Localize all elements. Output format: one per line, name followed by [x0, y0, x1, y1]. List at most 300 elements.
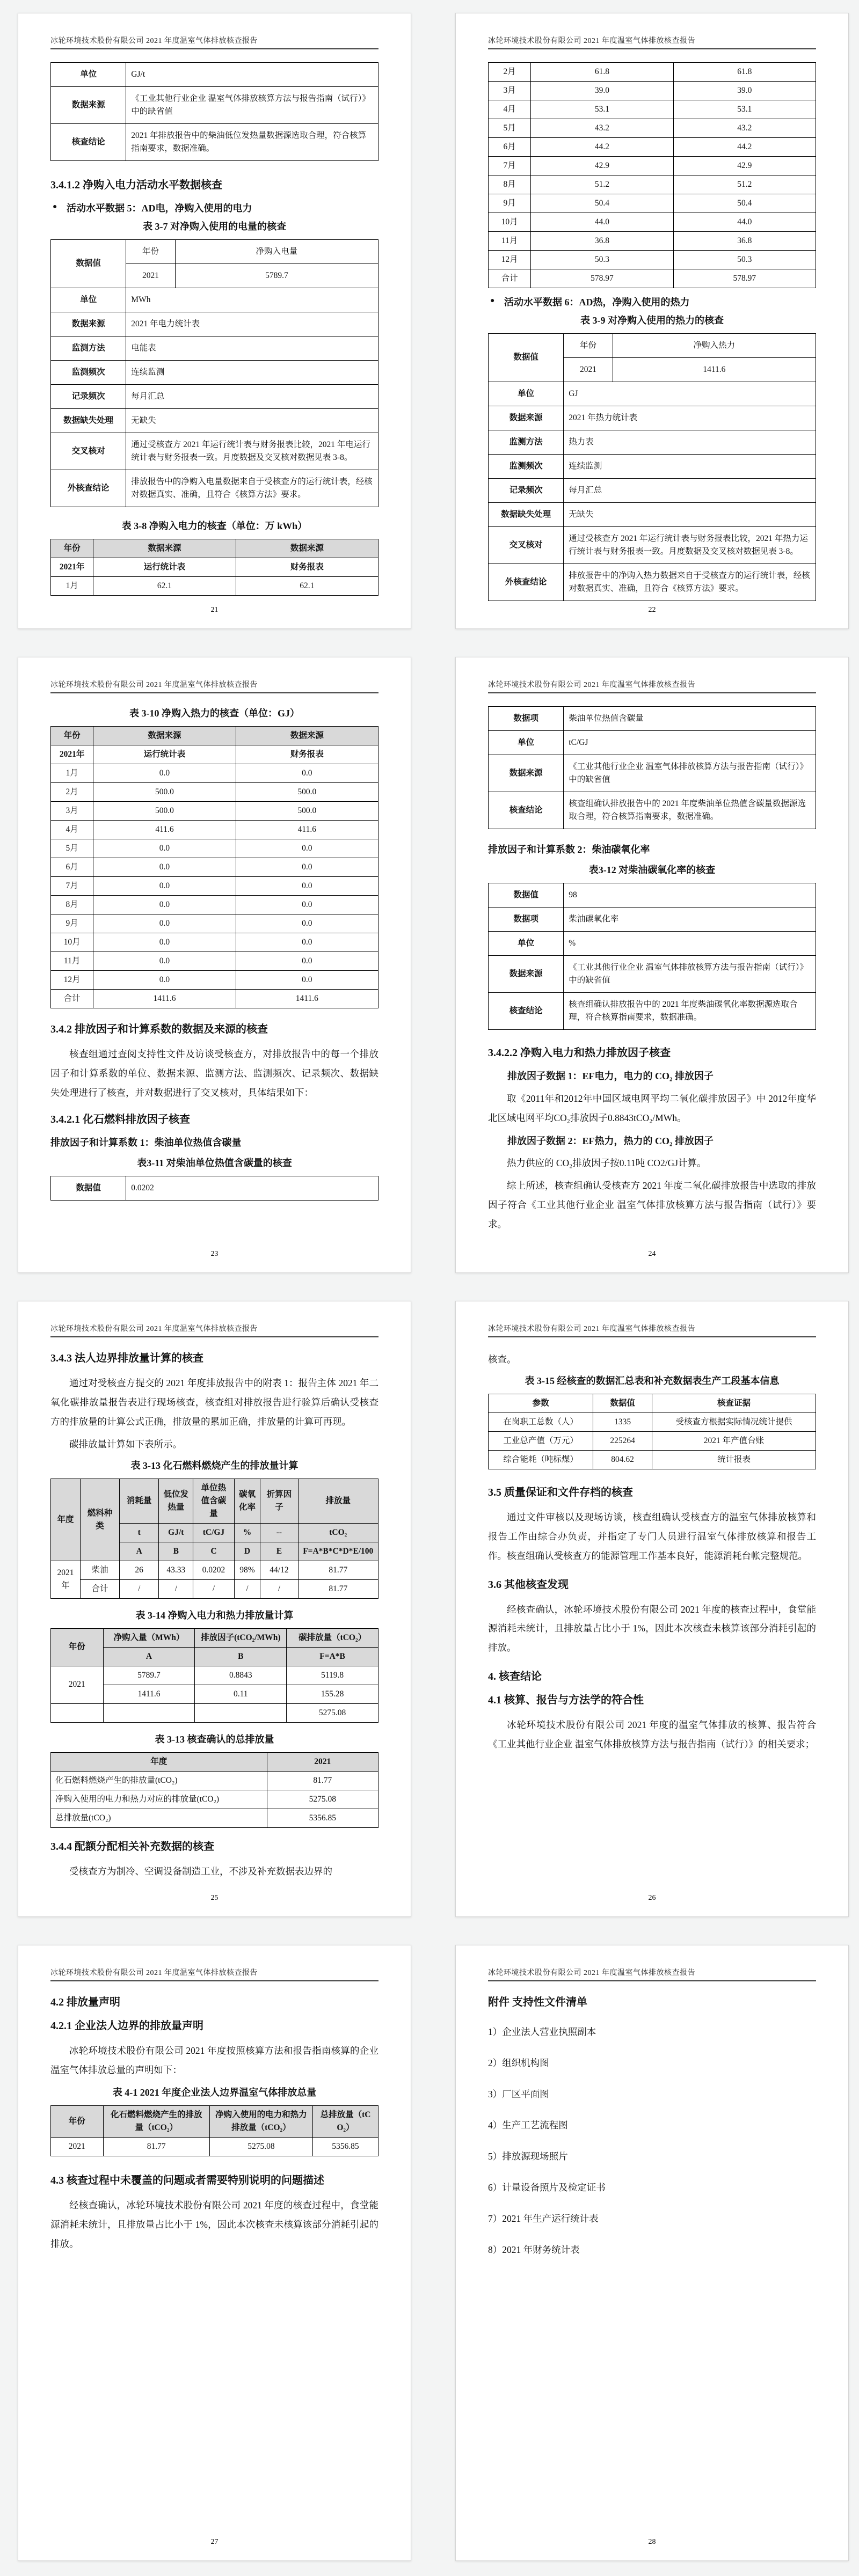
table-cell: 51.2 [673, 175, 816, 194]
table-cell: 81.77 [103, 2137, 209, 2156]
table-cell: 0.0 [93, 933, 236, 952]
table-cell: 81.77 [267, 1771, 378, 1790]
table-cell: 2021 年排放报告中的柴油低位发热量数据源选取合理，符合核算指南要求，数据准确。 [126, 124, 378, 161]
table-cell: 0.0 [93, 896, 236, 914]
table-cell: 7月 [489, 157, 531, 175]
table-cell: 数据缺失处理 [489, 503, 564, 527]
section-heading: 3.4.2 排放因子和计算系数的数据及来源的核查 [50, 1023, 268, 1036]
table-3-14 [50, 1628, 378, 1723]
body-paragraph: 受核查方为制冷、空调设备制造工业，不涉及补充数据表边界的 [69, 1865, 332, 1877]
table-cell: 数据缺失处理 [51, 408, 126, 433]
table-cell: 核查结论 [489, 992, 564, 1029]
table-cell: 1411.6 [103, 1685, 195, 1703]
table-cell: 2021年 [51, 745, 93, 764]
list-item: 8）2021 年财务统计表 [488, 2244, 580, 2255]
table-cell: 单位 [51, 63, 126, 87]
table-cell: 核查组确认排放报告中的 2021 年度柴油单位热值含碳量数据源选取合理，符合核算指南要求，数据准确。 [564, 792, 816, 829]
table-3-13-fossil [50, 1479, 378, 1599]
table-cell: 电能表 [126, 336, 378, 360]
table-cell: 化石燃料燃烧产生的排放量（tCO₂） [103, 2105, 209, 2137]
table-cell: 12月 [489, 251, 531, 269]
table-cell: 单位 [489, 731, 564, 755]
table-cell: 44.2 [673, 138, 816, 157]
table-cell: 数据值 [51, 239, 126, 288]
table-cell: 11月 [489, 232, 531, 251]
table-cell: A [103, 1647, 195, 1666]
table-cell: 运行统计表 [93, 558, 236, 577]
table-cell: F=A*B [287, 1647, 378, 1666]
table-cell: / [234, 1579, 260, 1598]
table-cell: 监测方法 [51, 336, 126, 360]
table-cell: 监测频次 [489, 455, 564, 479]
table-cell: 连续监测 [564, 455, 816, 479]
table-cell: 财务报表 [236, 745, 378, 764]
table-cell: % [234, 1523, 260, 1542]
table-cell: / [193, 1579, 234, 1598]
list-item: 1）企业法人营业执照副本 [488, 2026, 596, 2037]
bullet-line [50, 201, 378, 216]
bullet-text: 活动水平数据 6：AD热，净购入使用的热力 [504, 297, 690, 308]
page-header: 冰轮环境技术股份有限公司 2021 年度温室气体排放核查报告 [50, 1323, 378, 1337]
table-cell: 年度 [51, 1479, 81, 1561]
table-cell: 500.0 [236, 802, 378, 821]
list-item: 3）厂区平面图 [488, 2089, 549, 2099]
table-cell: -- [260, 1523, 298, 1542]
table-cell: 净购入热力 [613, 333, 816, 357]
bold-lead-line: 排放因子数据 1：EF电力，电力的 CO₂ 排放因子 [507, 1071, 714, 1081]
table-cell: 11月 [51, 952, 93, 971]
table-cell: 0.0 [93, 764, 236, 783]
table-cell: tC/GJ [564, 731, 816, 755]
table-cell: 外核查结论 [489, 564, 564, 601]
page-header: 冰轮环境技术股份有限公司 2021 年度温室气体排放核查报告 [50, 1967, 378, 1981]
table-cell: 0.11 [195, 1685, 287, 1703]
table-cell: 0.0 [236, 933, 378, 952]
list-item: 6）计量设备照片及检定证书 [488, 2182, 606, 2193]
table-cell: 6月 [489, 138, 531, 157]
table-caption: 表 3-7 对净购入使用的电量的核查 [143, 221, 286, 232]
list-item: 5）排放源现场照片 [488, 2151, 568, 2162]
table-cell: 单位热值含碳量 [193, 1479, 234, 1523]
table-cell: 2021 年电力统计表 [126, 312, 378, 336]
table-cell: 单位 [489, 931, 564, 955]
table-3-10 [50, 726, 378, 1008]
table-3-9 [488, 333, 816, 601]
table-cell: 净购入使用的电力和热力对应的排放量(tCO₂) [51, 1790, 267, 1809]
body-paragraph: 通过文件审核以及现场访谈，核查组确认受核查方的温室气体排放核算和报告工作由综合办负责，并指定了专门人员进行温室气体排放核算和报告工作。核查组确认受核查方的能源管理工作基本良好，能源消耗台帐完整规范。 [488, 1511, 816, 1561]
table-cell: tCO₂ [298, 1523, 378, 1542]
section-heading: 4.2.1 企业法人边界的排放量声明 [50, 2020, 203, 2032]
table-cell: B [195, 1647, 287, 1666]
section-heading: 附件 支持性文件清单 [488, 1996, 587, 2008]
table-cell: 5356.85 [312, 2137, 378, 2156]
table-cell: 5356.85 [267, 1809, 378, 1827]
table-cell: % [564, 931, 816, 955]
table-cell: 4月 [51, 821, 93, 839]
table-cell: 0.0 [236, 896, 378, 914]
table-cell: 监测频次 [51, 360, 126, 384]
table-cell: 7月 [51, 877, 93, 896]
table-cell: 1411.6 [613, 358, 816, 382]
table-cell: 净购入量（MWh） [103, 1628, 195, 1647]
table-cell: 0.0 [93, 914, 236, 933]
table-cell: GJ/t [126, 63, 378, 87]
table-cell: 数据值 [593, 1394, 652, 1413]
table-cell: 2021 [51, 1666, 104, 1703]
table-cell: 监测方法 [489, 430, 564, 455]
table-cell: 年度 [51, 1752, 267, 1771]
table-cell: 81.77 [298, 1561, 378, 1579]
table-cell: 98 [564, 883, 816, 907]
table-cell: 411.6 [236, 821, 378, 839]
table-cell: t [120, 1523, 159, 1542]
table-cell: 净购入电量 [175, 239, 378, 264]
table-cell: 9月 [489, 194, 531, 213]
table-cell: 消耗量 [120, 1479, 159, 1523]
table-cell: 排放报告中的净购入电量数据来自于受核查方的运行统计表，经核对数据真实、准确，且符合《核算方法》要求。 [126, 470, 378, 507]
section-heading: 3.4.1.2 净购入电力活动水平数据核查 [50, 179, 222, 192]
table-cell: 年份 [51, 1628, 104, 1666]
report-page [18, 657, 411, 1273]
table-cell: 《工业其他行业企业 温室气体排放核算方法与报告指南（试行）》中的缺省值 [564, 755, 816, 792]
table-cell: 财务报表 [236, 558, 378, 577]
report-page [455, 1945, 849, 2561]
table-cell: 0.0202 [193, 1561, 234, 1579]
table-cell: 无缺失 [126, 408, 378, 433]
table-cell: A [120, 1542, 159, 1561]
table-cell: 工业总产值（万元） [489, 1431, 593, 1450]
body-paragraph: 冰轮环境技术股份有限公司 2021 年度按照核算方法和报告指南核算的企业温室气体排放总量的声明如下： [50, 2045, 378, 2075]
page-number: 21 [210, 606, 219, 614]
table-caption: 表 3-13 化石燃料燃烧产生的排放量计算 [130, 1460, 299, 1471]
table-cell: 数据值 [51, 1176, 126, 1200]
bullet-icon: ● [53, 203, 57, 211]
report-page [18, 13, 411, 629]
table-cell: 数据来源 [489, 755, 564, 792]
table-cell: 无缺失 [564, 503, 816, 527]
table-cell: 0.0 [236, 914, 378, 933]
bold-lead-line: 排放因子数据 2：EF热力，热力的 CO₂ 排放因子 [507, 1135, 714, 1146]
table-cell: 61.8 [673, 63, 816, 82]
table-cell: 连续监测 [126, 360, 378, 384]
table-cell: 年份 [564, 333, 613, 357]
table-cell: 0.0 [236, 877, 378, 896]
table-cell: 热力表 [564, 430, 816, 455]
table-cell: 数据来源 [93, 727, 236, 745]
table-cell: 在岗职工总数（人） [489, 1413, 593, 1431]
table-cell: 44.0 [673, 213, 816, 232]
table-cell: 5119.8 [287, 1666, 378, 1685]
table-cell: / [260, 1579, 298, 1598]
table-cell: 数据项 [489, 907, 564, 931]
table-cell: 排放因子(tCO₂/MWh) [195, 1628, 287, 1647]
table-cell: 44.2 [531, 138, 673, 157]
table-cell [195, 1703, 287, 1722]
report-page [18, 1945, 411, 2561]
table-cell: 44.0 [531, 213, 673, 232]
table-cell: 62.1 [236, 577, 378, 596]
page-header: 冰轮环境技术股份有限公司 2021 年度温室气体排放核查报告 [50, 679, 378, 693]
table-cell: tC/GJ [193, 1523, 234, 1542]
table-cell: 运行统计表 [93, 745, 236, 764]
table-cell: 合计 [80, 1579, 119, 1598]
section-heading: 4. 核查结论 [488, 1671, 542, 1683]
table-cell: 42.9 [673, 157, 816, 175]
table-cell: 交叉核对 [489, 527, 564, 564]
table-cell: 36.8 [531, 232, 673, 251]
table-cell: 10月 [51, 933, 93, 952]
table-cell: 0.0 [236, 839, 378, 858]
table-cell: 61.8 [531, 63, 673, 82]
table-cell: 50.3 [531, 251, 673, 269]
table-cell: 12月 [51, 971, 93, 990]
table-cell: 数据来源 [236, 727, 378, 745]
table-cell: 柴油单位热值含碳量 [564, 707, 816, 731]
table-cell: 《工业其他行业企业 温室气体排放核算方法与报告指南（试行）》中的缺省值 [564, 955, 816, 992]
table-cell: 核查组确认排放报告中的 2021 年度柴油碳氧化率数据源选取合理，符合核算指南要求，数据准确。 [564, 992, 816, 1029]
table-cell: 578.97 [673, 269, 816, 288]
table-cell: 合计 [489, 269, 531, 288]
table-cell: 柴油碳氧化率 [564, 907, 816, 931]
table-cell: 数据来源 [51, 87, 126, 124]
bold-lead-line: 排放因子和计算系数 2：柴油碳氧化率 [488, 844, 650, 855]
report-page [455, 1301, 849, 1917]
table-cell: 43.2 [673, 119, 816, 138]
table-cell: 数据来源 [489, 406, 564, 430]
table-cell: 2月 [51, 783, 93, 802]
table-cell: 5月 [51, 839, 93, 858]
body-paragraph: 取《2011年和2012年中国区域电网平均二氧化碳排放因子》中 2012年度华北区域电网平均CO₂排放因子0.8843tCO₂/MWh。 [488, 1093, 816, 1123]
table-cell: 参数 [489, 1394, 593, 1413]
table-cell: 4月 [489, 100, 531, 119]
table-cell: 数据来源 [51, 312, 126, 336]
page-number: 23 [210, 1250, 219, 1258]
table-cell: 500.0 [236, 783, 378, 802]
table-cell: 98% [234, 1561, 260, 1579]
table-3-13-total [50, 1752, 378, 1828]
table-cell: D [234, 1542, 260, 1561]
list-item: 7）2021 年生产运行统计表 [488, 2213, 599, 2224]
table-cell: 2021 年产值台账 [652, 1431, 816, 1450]
table-cell: 50.3 [673, 251, 816, 269]
table-cell: F=A*B*C*D*E/100 [298, 1542, 378, 1561]
table-cell: 每月汇总 [126, 384, 378, 408]
table-3-12 [488, 883, 816, 1030]
table-cell: 数据值 [489, 333, 564, 382]
table-cell: 8月 [51, 896, 93, 914]
table-cell: 0.0 [93, 839, 236, 858]
table-cell: 1335 [593, 1413, 652, 1431]
table-cell [51, 1703, 104, 1722]
body-paragraph: 综上所述，核查组确认受核查方 2021 年度二氧化碳排放报告中选取的排放因子符合《工业其他行业企业 温室气体排放核算方法与报告指南（试行）》要求。 [488, 1180, 816, 1230]
table-cell: 9月 [51, 914, 93, 933]
table-cell: 155.28 [287, 1685, 378, 1703]
table-cell: 5789.7 [175, 264, 378, 288]
table-cell: 2021 [267, 1752, 378, 1771]
table-cell: 柴油 [80, 1561, 119, 1579]
table-3-11-cont [488, 706, 816, 829]
list-item: 4）生产工艺流程图 [488, 2120, 568, 2131]
table-cell: 每月汇总 [564, 479, 816, 503]
table-cell: 5月 [489, 119, 531, 138]
table-caption: 表3-11 对柴油单位热值含碳量的核查 [137, 1157, 292, 1168]
table-cell: 81.77 [298, 1579, 378, 1598]
section-heading: 3.5 质量保证和文件存档的核查 [488, 1486, 633, 1498]
page-number: 25 [210, 1894, 219, 1902]
table-cell: 0.0 [236, 858, 378, 877]
table-cell: 39.0 [531, 82, 673, 100]
table-cell: 36.8 [673, 232, 816, 251]
table-cell: 数据值 [489, 883, 564, 907]
table-cell: GJ [564, 382, 816, 406]
table-cell: 10月 [489, 213, 531, 232]
report-page [18, 1301, 411, 1917]
table-cell: 500.0 [93, 783, 236, 802]
bullet-line [488, 295, 816, 310]
table-cell: E [260, 1542, 298, 1561]
table-cell: 500.0 [93, 802, 236, 821]
table-cell: 2021 [51, 2137, 104, 2156]
table-cell: 1411.6 [236, 990, 378, 1008]
table-cell: 1月 [51, 577, 93, 596]
page-number: 28 [648, 2538, 656, 2546]
table-caption: 表 3-9 对净购入使用的热力的核查 [580, 314, 724, 326]
table-4-1 [50, 2105, 378, 2156]
table-cell: 5275.08 [267, 1790, 378, 1809]
table-caption: 表 4-1 2021 年度企业法人边界温室气体排放总量 [112, 2087, 317, 2098]
table-cell: 0.0 [236, 764, 378, 783]
table-caption: 表3-12 对柴油碳氧化率的核查 [588, 864, 716, 875]
report-page [455, 13, 849, 629]
section-heading: 4.1 核算、报告与方法学的符合性 [488, 1694, 644, 1707]
table-cell: 8月 [489, 175, 531, 194]
table-caption: 表 3-13 核查确认的总排放量 [155, 1733, 274, 1745]
table-cell: 化石燃料燃烧产生的排放量(tCO₂) [51, 1771, 267, 1790]
table-cell: 50.4 [531, 194, 673, 213]
page-number: 22 [648, 606, 656, 614]
table-cell: 数据项 [489, 707, 564, 731]
page-number: 27 [210, 2538, 219, 2546]
page-header: 冰轮环境技术股份有限公司 2021 年度温室气体排放核查报告 [50, 35, 378, 49]
table-cell: 1411.6 [93, 990, 236, 1008]
table-cell: 通过受核查方 2021 年运行统计表与财务报表比较，2021 年热力运行统计表与财务报表一致。月度数据及交叉核对数据见表 3-8。 [564, 527, 816, 564]
table-cell: 核查结论 [489, 792, 564, 829]
table-cell: MWh [126, 288, 378, 312]
table-caption: 表 3-14 净购入电力和热力排放量计算 [135, 1609, 294, 1621]
table-cell: 年份 [126, 239, 176, 264]
bullet-text: 活动水平数据 5：AD电，净购入使用的电力 [67, 203, 252, 214]
body-paragraph: 核查组通过查阅支持性文件及访谈受核查方，对排放报告中的每一个排放因子和计算系数的单位、数据来源、监测方法、监测频次、记录频次、数据缺失处理进行了核查，并对数据进行了交叉核对，具体结果如下： [50, 1049, 378, 1098]
table-cell: 2021 [126, 264, 176, 288]
body-paragraph: 冰轮环境技术股份有限公司 2021 年度的温室气体排放的核算、报告符合《工业其他行业企业 温室气体排放核算方法与报告指南（试行）》的相关要求； [488, 1719, 816, 1750]
table-cell: 年份 [51, 2105, 104, 2137]
page-header: 冰轮环境技术股份有限公司 2021 年度温室气体排放核查报告 [488, 679, 816, 693]
table-cell: C [193, 1542, 234, 1561]
table-cell: / [120, 1579, 159, 1598]
table-cell: 0.0 [93, 877, 236, 896]
section-heading: 3.4.2.2 净购入电力和热力排放因子核查 [488, 1047, 671, 1059]
table-3-15 [488, 1394, 816, 1469]
table-cell: 排放报告中的净购入热力数据来自于受核查方的运行统计表，经核对数据真实、准确，且符合《核算方法》要求。 [564, 564, 816, 601]
table-cell: B [159, 1542, 193, 1561]
table-cell: 1月 [51, 764, 93, 783]
table-cell: 记录频次 [489, 479, 564, 503]
table-cell: 排放量 [298, 1479, 378, 1523]
table-cell: 50.4 [673, 194, 816, 213]
table-cell: 51.2 [531, 175, 673, 194]
table-cell: 受核查方根据实际情况统计提供 [652, 1413, 816, 1431]
table-3-11 [50, 1176, 378, 1201]
body-paragraph: 碳排放量计算如下表所示。 [69, 1438, 182, 1450]
table-cell: 44/12 [260, 1561, 298, 1579]
table-cell: 2021年 [51, 1561, 81, 1598]
table-3-7 [50, 239, 378, 507]
section-heading: 3.4.4 配额分配相关补充数据的核查 [50, 1840, 214, 1853]
table-cell: 《工业其他行业企业 温室气体排放核算方法与报告指南（试行）》中的缺省值 [126, 87, 378, 124]
table-cell: 碳排放量（tCO₂） [287, 1628, 378, 1647]
table-cell: 2月 [489, 63, 531, 82]
table-cell: 2021 [564, 358, 613, 382]
table-cell: 总排放量（tCO₂） [312, 2105, 378, 2137]
section-heading: 3.4.2.1 化石燃料排放因子核查 [50, 1113, 190, 1125]
table-cell: 5275.08 [287, 1703, 378, 1722]
table-cell: 5275.08 [209, 2137, 312, 2156]
table-cell: 折算因子 [260, 1479, 298, 1523]
table-cell: 225264 [593, 1431, 652, 1450]
table-cell: 0.0 [236, 952, 378, 971]
bold-lead-line: 排放因子和计算系数 1：柴油单位热值含碳量 [50, 1137, 242, 1148]
table-cell: GJ/t [159, 1523, 193, 1542]
body-paragraph: 热力供应的 CO₂排放因子按0.11吨 CO2/GJ计算。 [507, 1158, 707, 1169]
attachment-list [488, 2024, 816, 2257]
list-item: 2）组织机构图 [488, 2058, 549, 2068]
table-cell: 411.6 [93, 821, 236, 839]
table-cell: 26 [120, 1561, 159, 1579]
table-cell: 53.1 [673, 100, 816, 119]
table-cell: 核查结论 [51, 124, 126, 161]
body-paragraph: 经核查确认，冰轮环境技术股份有限公司 2021 年度的核查过程中，食堂能源消耗未统计，且排放量占比小于 1%，因此本次核查未核算该部分消耗引起的排放。 [50, 2199, 378, 2249]
table-cell: 年份 [51, 539, 93, 558]
table-cell: 2021年 [51, 558, 93, 577]
table-cell: 804.62 [593, 1450, 652, 1469]
table-cell: 合计 [51, 990, 93, 1008]
table-cell: 低位发热量 [159, 1479, 193, 1523]
table-3-6-cont [50, 62, 378, 161]
table-cell: 数据来源 [93, 539, 236, 558]
table-cell: 0.0 [93, 971, 236, 990]
table-cell: 单位 [489, 382, 564, 406]
table-cell: 0.0 [93, 858, 236, 877]
table-caption: 表 3-10 净购入热力的核查（单位：GJ） [129, 708, 300, 719]
table-cell: 578.97 [531, 269, 673, 288]
table-cell: 核查证据 [652, 1394, 816, 1413]
table-caption: 表 3-15 经核查的数据汇总表和补充数据表生产工段基本信息 [525, 1375, 780, 1386]
table-cell: 5789.7 [103, 1666, 195, 1685]
page-number: 26 [648, 1894, 656, 1902]
table-cell: 53.1 [531, 100, 673, 119]
table-cell: 交叉核对 [51, 433, 126, 470]
table-cell: 净购入使用的电力和热力排放量（tCO₂） [209, 2105, 312, 2137]
page-header: 冰轮环境技术股份有限公司 2021 年度温室气体排放核查报告 [488, 35, 816, 49]
table-cell: 通过受核查方 2021 年运行统计表与财务报表比较，2021 年电运行统计表与财务报表一致。月度数据及交叉核对数据见表 3-8。 [126, 433, 378, 470]
table-cell [103, 1703, 195, 1722]
report-page [455, 657, 849, 1273]
body-paragraph: 核查。 [488, 1354, 516, 1365]
table-cell: 62.1 [93, 577, 236, 596]
table-cell: 0.8843 [195, 1666, 287, 1685]
table-cell: 记录频次 [51, 384, 126, 408]
table-cell: 数据来源 [489, 955, 564, 992]
